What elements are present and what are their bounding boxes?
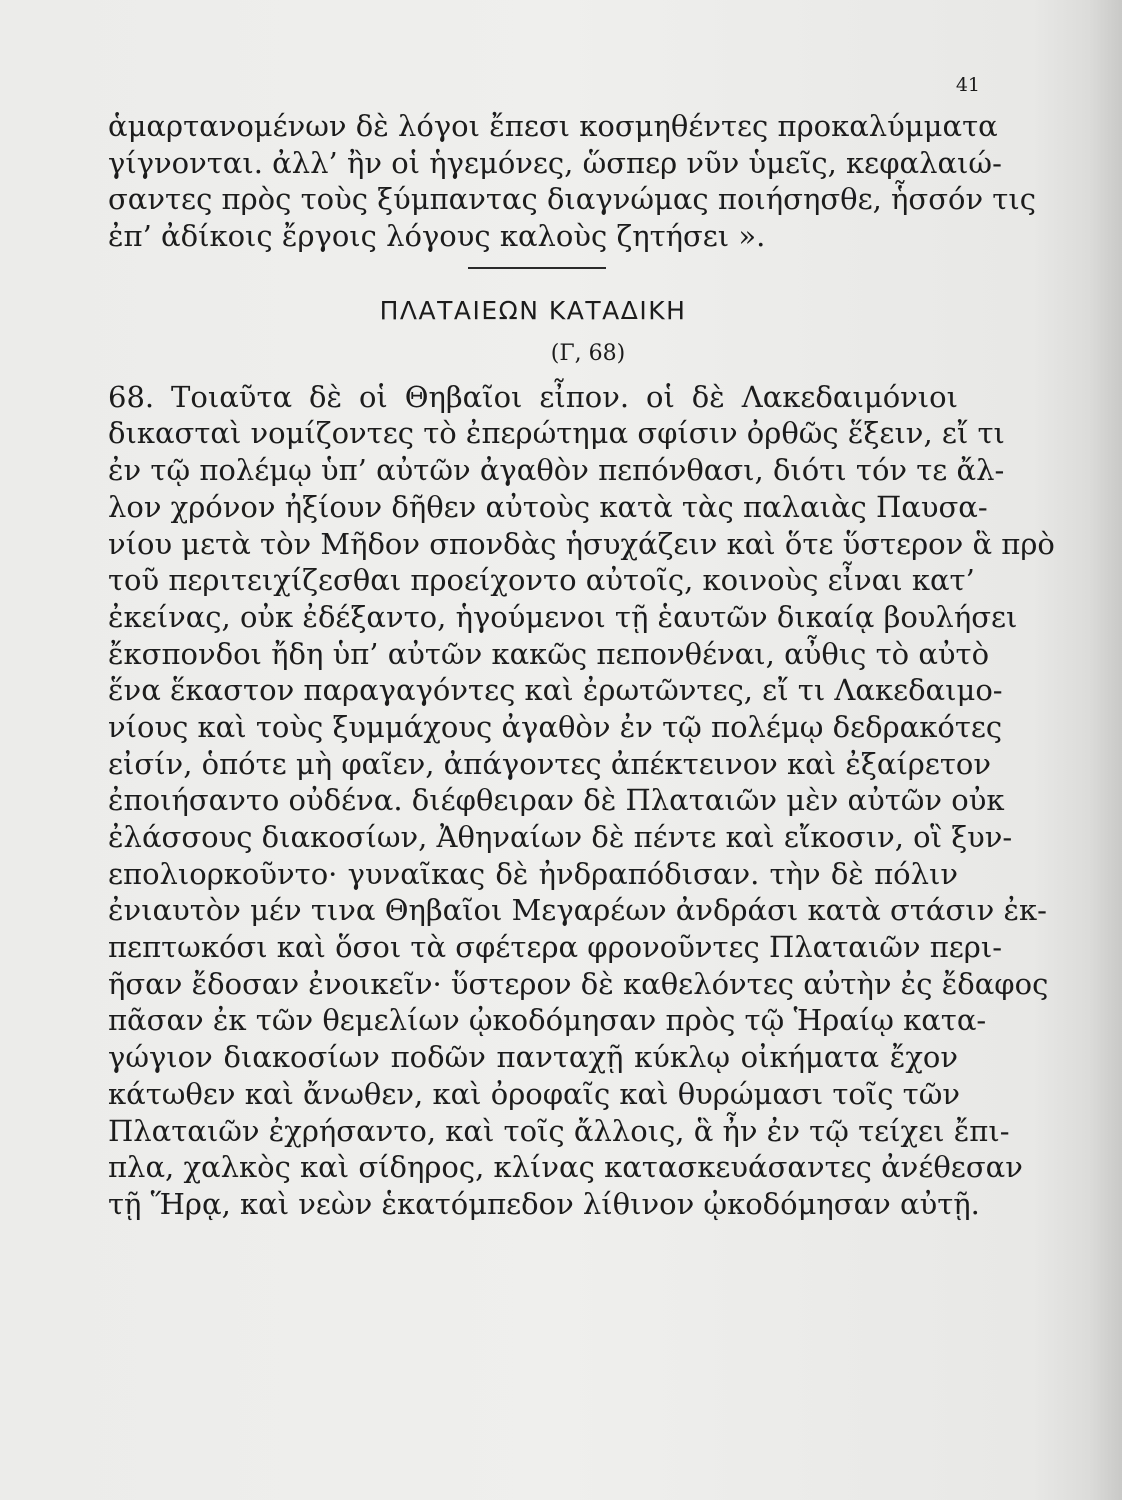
- text-line: τῇ Ἥρᾳ, καὶ νεὼν ἑκατόμπεδον λίθινον ᾠκοδόμησαν αὐτῇ.: [108, 1186, 980, 1221]
- text-line: ἕνα ἕκαστον παραγαγόντες καὶ ἐρωτῶντες, εἴ τι Λακεδαιμο-: [108, 673, 1003, 708]
- text-line: ἐπ’ ἀδίκοις ἔργοις λόγους καλοὺς ζητήσει ».: [108, 219, 766, 254]
- intro-paragraph: [108, 108, 1036, 255]
- text-line: νίου μετὰ τὸν Μῆδον σπονδὰς ἡσυχάζειν καὶ ὅτε ὕστερον ἃ πρὸ: [108, 526, 1055, 561]
- text-line: ἐποιήσαντο οὐδένα. διέφθειραν δὲ Πλαταιῶν μὲν αὐτῶν οὐκ: [108, 783, 1005, 818]
- section-reference: (Γ, 68): [550, 340, 626, 366]
- page-number: 41: [955, 74, 980, 96]
- text-line: δικασταὶ νομίζοντες τὸ ἐπερώτημα σφίσιν ὀρθῶς ἕξειν, εἴ τι: [108, 416, 1005, 451]
- text-line: ἐκείνας, οὐκ ἐδέξαντο, ἡγούμενοι τῇ ἑαυτῶν δικαίᾳ βουλήσει: [108, 599, 1018, 634]
- text-line: επολιορκοῦντο· γυναῖκας δὲ ἠνδραπόδισαν. τὴν δὲ πόλιν: [108, 856, 958, 891]
- text-line: ἐνιαυτὸν μέν τινα Θηβαῖοι Μεγαρέων ἀνδράσι κατὰ στάσιν ἐκ-: [108, 893, 1047, 928]
- text-line: ἔκσπονδοι ἤδη ὑπ’ αὐτῶν κακῶς πεπονθέναι, αὖθις τὸ αὐτὸ: [108, 636, 990, 671]
- text-line: ῆσαν ἔδοσαν ἐνοικεῖν· ὕστερον δὲ καθελόντες αὐτὴν ἐς ἔδαφος: [108, 966, 1049, 1001]
- text-line: πεπτωκόσι καὶ ὅσοι τὰ σφέτερα φρονοῦντες Πλαταιῶν περι-: [108, 930, 1003, 965]
- body-paragraph: [108, 379, 1055, 1223]
- text-line: σαντες πρὸς τοὺς ξύμπαντας διαγνώμας ποιήσησθε, ἧσσόν τις: [108, 182, 1036, 217]
- section-title: ΠΛΑΤΑΙΕΩΝ ΚΑΤΑΔΙΚΗ: [379, 295, 687, 325]
- text-line: ἁμαρτανομένων δὲ λόγοι ἔπεσι κοσμηθέντες προκαλύμματα: [108, 109, 998, 143]
- text-line: τοῦ περιτειχίζεσθαι προείχοντο αὐτοῖς, κοινοὺς εἶναι κατ’: [108, 563, 975, 598]
- text-line: 68. Τοιαῦτα δὲ οἱ Θηβαῖοι εἶπον. οἱ δὲ Λακεδαιμόνιοι: [108, 379, 958, 414]
- text-line: Πλαταιῶν ἐχρήσαντο, καὶ τοῖς ἄλλοις, ἃ ἦν ἐν τῷ τείχει ἔπι-: [108, 1113, 1010, 1148]
- section-divider: [108, 255, 958, 281]
- text-line: γίγνονται. ἀλλ’ ἢν οἱ ἡγεμόνες, ὥσπερ νῦν ὑμεῖς, κεφαλαιώ-: [108, 145, 1002, 180]
- divider-rule: [468, 267, 606, 269]
- text-block: [108, 108, 1055, 1223]
- text-line: κάτωθεν καὶ ἄνωθεν, καὶ ὀροφαῖς καὶ θυρώμασι τοῖς τῶν: [108, 1076, 960, 1111]
- text-line: ἐν τῷ πολέμῳ ὑπ’ αὐτῶν ἀγαθὸν πεπόνθασι, διότι τόν τε ἄλ-: [108, 453, 1005, 488]
- text-line: εἰσίν, ὁπότε μὴ φαῖεν, ἀπάγοντες ἀπέκτεινον καὶ ἐξαίρετον: [108, 746, 992, 781]
- text-line: λον χρόνον ἠξίουν δῆθεν αὐτοὺς κατὰ τὰς παλαιὰς Παυσα-: [108, 489, 988, 524]
- text-line: νίους καὶ τοὺς ξυμμάχους ἀγαθὸν ἐν τῷ πολέμῳ δεδρακότες: [108, 709, 1003, 744]
- text-line: πλα, χαλκὸς καὶ σίδηρος, κλίνας κατασκευάσαντες ἀνέθεσαν: [108, 1150, 1023, 1185]
- text-line: γώγιον διακοσίων ποδῶν πανταχῇ κύκλῳ οἰκήματα ἔχον: [108, 1040, 958, 1075]
- text-line: πᾶσαν ἐκ τῶν θεμελίων ᾠκοδόμησαν πρὸς τῷ Ἡραίῳ κατα-: [108, 1003, 987, 1038]
- text-line: ἐλάσσους διακοσίων, Ἀθηναίων δὲ πέντε καὶ εἴκοσιν, οἳ ξυν-: [108, 820, 1013, 854]
